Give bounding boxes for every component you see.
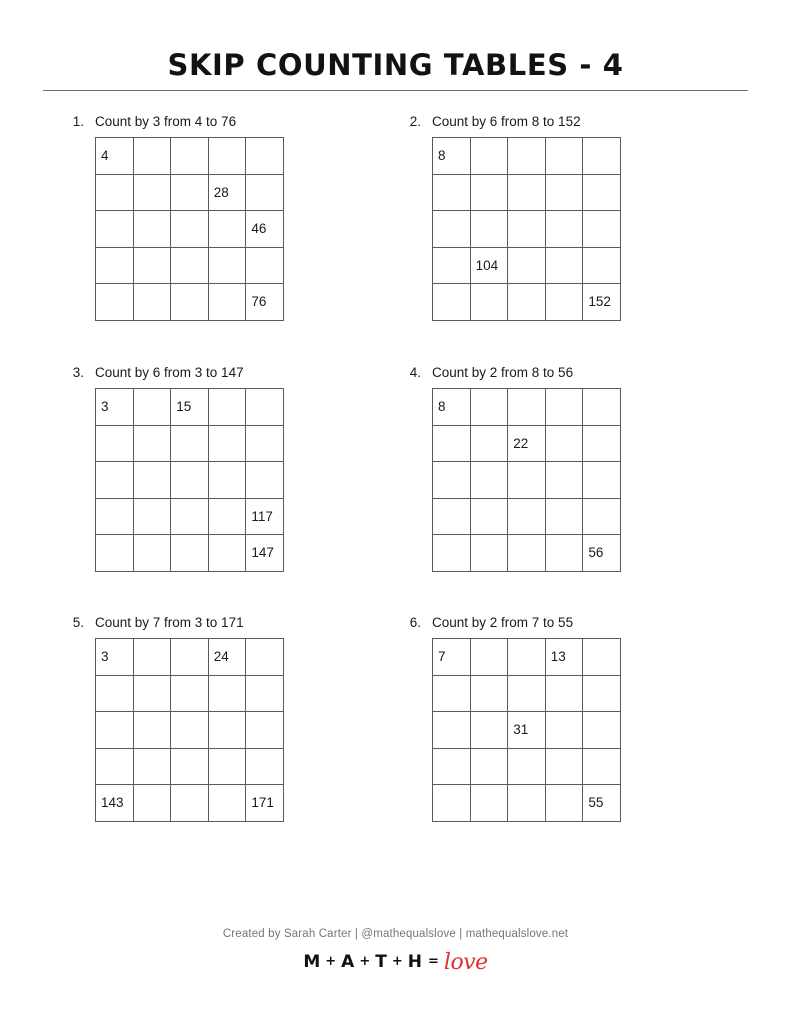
grid-row xyxy=(96,389,284,426)
grid-cell-blank[interactable] xyxy=(583,389,621,426)
grid-cell-blank[interactable] xyxy=(134,749,172,786)
grid-row xyxy=(433,284,621,321)
grid-cell-filled[interactable]: 104 xyxy=(471,248,509,285)
grid-cell-blank[interactable] xyxy=(471,284,509,321)
grid-cell-filled[interactable]: 4 xyxy=(96,138,134,175)
grid-cell-filled[interactable]: 46 xyxy=(246,211,284,248)
grid-cell-blank[interactable] xyxy=(433,676,471,713)
grid-cell-blank[interactable] xyxy=(96,676,134,713)
grid-cell-blank[interactable] xyxy=(171,639,209,676)
grid-cell-blank[interactable] xyxy=(134,499,172,536)
logo-love-word: love xyxy=(443,950,488,975)
grid-cell-blank[interactable] xyxy=(583,639,621,676)
grid-row xyxy=(433,749,621,786)
grid-cell-blank[interactable] xyxy=(433,462,471,499)
grid-cell-blank[interactable] xyxy=(134,175,172,212)
grid-cell-blank[interactable] xyxy=(546,426,584,463)
grid-cell-blank[interactable] xyxy=(209,389,247,426)
title-container xyxy=(43,48,748,82)
grid-cell-blank[interactable] xyxy=(471,138,509,175)
problem-prompt: Count by 7 from 3 to 171 xyxy=(95,615,244,630)
grid-row xyxy=(433,676,621,713)
grid-cell-blank[interactable] xyxy=(209,749,247,786)
grid-cell-blank[interactable] xyxy=(246,248,284,285)
grid-row xyxy=(433,462,621,499)
grid-cell-blank[interactable] xyxy=(171,749,209,786)
grid-cell-blank[interactable] xyxy=(508,785,546,822)
grid-cell-blank[interactable] xyxy=(583,462,621,499)
logo-plus-2: + xyxy=(359,954,371,969)
grid-cell-blank[interactable] xyxy=(209,284,247,321)
grid-cell-blank[interactable] xyxy=(433,712,471,749)
grid-row xyxy=(96,676,284,713)
problem-number: 3. xyxy=(72,365,84,380)
grid-cell-blank[interactable] xyxy=(471,211,509,248)
skip-counting-grid xyxy=(432,388,621,572)
grid-row xyxy=(433,138,621,175)
grid-cell-blank[interactable] xyxy=(171,499,209,536)
grid-cell-blank[interactable] xyxy=(433,785,471,822)
grid-row xyxy=(96,175,284,212)
grid-row xyxy=(96,785,284,822)
grid-cell-blank[interactable] xyxy=(471,712,509,749)
problem-number: 6. xyxy=(409,615,421,630)
grid-row xyxy=(433,175,621,212)
grid-cell-blank[interactable] xyxy=(433,175,471,212)
logo-letter-m: M xyxy=(303,952,321,972)
grid-cell-filled[interactable]: 24 xyxy=(209,639,247,676)
grid-cell-blank[interactable] xyxy=(508,749,546,786)
grid-cell-blank[interactable] xyxy=(546,389,584,426)
grid-cell-blank[interactable] xyxy=(171,676,209,713)
problem-prompt: Count by 2 from 8 to 56 xyxy=(432,365,574,380)
logo-letter-h: H xyxy=(407,952,422,972)
grid-cell-blank[interactable] xyxy=(583,138,621,175)
grid-cell-blank[interactable] xyxy=(583,712,621,749)
grid-row xyxy=(433,426,621,463)
grid-cell-blank[interactable] xyxy=(433,211,471,248)
grid-cell-blank[interactable] xyxy=(171,175,209,212)
grid-cell-blank[interactable] xyxy=(171,462,209,499)
grid-row xyxy=(433,535,621,572)
grid-cell-filled[interactable]: 55 xyxy=(583,785,621,822)
grid-cell-blank[interactable] xyxy=(246,712,284,749)
grid-cell-blank[interactable] xyxy=(471,426,509,463)
grid-row xyxy=(433,389,621,426)
grid-cell-blank[interactable] xyxy=(546,284,584,321)
grid-cell-blank[interactable] xyxy=(433,426,471,463)
grid-cell-filled[interactable]: 22 xyxy=(508,426,546,463)
grid-cell-blank[interactable] xyxy=(471,389,509,426)
grid-cell-blank[interactable] xyxy=(471,785,509,822)
grid-row xyxy=(96,639,284,676)
grid-cell-filled[interactable]: 31 xyxy=(508,712,546,749)
grid-cell-blank[interactable] xyxy=(134,676,172,713)
grid-cell-blank[interactable] xyxy=(583,676,621,713)
grid-cell-blank[interactable] xyxy=(583,426,621,463)
grid-cell-blank[interactable] xyxy=(134,426,172,463)
grid-cell-blank[interactable] xyxy=(96,535,134,572)
grid-cell-filled[interactable]: 15 xyxy=(171,389,209,426)
page-title: SKIP COUNTING TABLES - 4 xyxy=(167,48,624,82)
grid-cell-blank[interactable] xyxy=(209,785,247,822)
grid-cell-blank[interactable] xyxy=(546,676,584,713)
grid-cell-filled[interactable]: 76 xyxy=(246,284,284,321)
grid-row xyxy=(96,499,284,536)
grid-cell-blank[interactable] xyxy=(508,389,546,426)
grid-row xyxy=(96,426,284,463)
grid-row xyxy=(433,639,621,676)
grid-cell-filled[interactable]: 13 xyxy=(546,639,584,676)
footer-credit: Created by Sarah Carter | @mathequalslove | mathequalslove.net xyxy=(222,928,569,940)
grid-cell-blank[interactable] xyxy=(134,712,172,749)
grid-cell-blank[interactable] xyxy=(209,462,247,499)
problem-number: 4. xyxy=(409,365,421,380)
grid-cell-blank[interactable] xyxy=(508,211,546,248)
grid-cell-blank[interactable] xyxy=(246,175,284,212)
grid-cell-blank[interactable] xyxy=(246,138,284,175)
grid-cell-blank[interactable] xyxy=(209,426,247,463)
grid-cell-blank[interactable] xyxy=(508,462,546,499)
footer xyxy=(0,926,791,975)
grid-cell-blank[interactable] xyxy=(134,211,172,248)
grid-cell-blank[interactable] xyxy=(96,712,134,749)
grid-cell-blank[interactable] xyxy=(546,462,584,499)
grid-cell-blank[interactable] xyxy=(471,749,509,786)
grid-cell-blank[interactable] xyxy=(583,211,621,248)
grid-cell-filled[interactable]: 28 xyxy=(209,175,247,212)
grid-cell-filled[interactable]: 152 xyxy=(583,284,621,321)
grid-cell-blank[interactable] xyxy=(508,284,546,321)
grid-cell-blank[interactable] xyxy=(171,248,209,285)
grid-cell-blank[interactable] xyxy=(134,535,172,572)
logo-plus-1: + xyxy=(325,954,337,969)
grid-cell-blank[interactable] xyxy=(96,499,134,536)
grid-cell-blank[interactable] xyxy=(583,175,621,212)
grid-cell-blank[interactable] xyxy=(96,284,134,321)
grid-cell-filled[interactable]: 143 xyxy=(96,785,134,822)
problem-number: 1. xyxy=(72,114,84,129)
grid-cell-blank[interactable] xyxy=(433,284,471,321)
grid-cell-blank[interactable] xyxy=(134,248,172,285)
grid-cell-blank[interactable] xyxy=(433,535,471,572)
grid-cell-blank[interactable] xyxy=(471,462,509,499)
grid-cell-filled[interactable]: 3 xyxy=(96,639,134,676)
grid-cell-filled[interactable]: 171 xyxy=(246,785,284,822)
problem-prompt: Count by 6 from 8 to 152 xyxy=(432,114,581,129)
grid-cell-blank[interactable] xyxy=(546,248,584,285)
problem-number: 5. xyxy=(72,615,84,630)
grid-cell-blank[interactable] xyxy=(96,426,134,463)
grid-cell-filled[interactable]: 8 xyxy=(433,138,471,175)
grid-cell-blank[interactable] xyxy=(134,785,172,822)
grid-row xyxy=(433,211,621,248)
grid-cell-blank[interactable] xyxy=(471,535,509,572)
grid-cell-blank[interactable] xyxy=(471,175,509,212)
grid-row xyxy=(433,712,621,749)
grid-cell-blank[interactable] xyxy=(171,211,209,248)
grid-cell-blank[interactable] xyxy=(96,749,134,786)
grid-cell-blank[interactable] xyxy=(246,676,284,713)
grid-row xyxy=(96,211,284,248)
grid-cell-blank[interactable] xyxy=(209,676,247,713)
skip-counting-grid xyxy=(432,137,621,321)
logo-letter-t: T xyxy=(375,952,387,972)
grid-cell-blank[interactable] xyxy=(171,284,209,321)
grid-cell-blank[interactable] xyxy=(508,248,546,285)
grid-cell-blank[interactable] xyxy=(508,175,546,212)
grid-row xyxy=(96,462,284,499)
grid-cell-blank[interactable] xyxy=(96,248,134,285)
grid-cell-blank[interactable] xyxy=(209,712,247,749)
skip-counting-grid xyxy=(95,638,284,822)
grid-cell-blank[interactable] xyxy=(583,248,621,285)
grid-cell-blank[interactable] xyxy=(246,426,284,463)
grid-cell-blank[interactable] xyxy=(171,426,209,463)
grid-cell-blank[interactable] xyxy=(209,138,247,175)
grid-cell-filled[interactable]: 147 xyxy=(246,535,284,572)
grid-cell-blank[interactable] xyxy=(546,175,584,212)
grid-row xyxy=(433,248,621,285)
grid-cell-blank[interactable] xyxy=(546,138,584,175)
grid-cell-blank[interactable] xyxy=(209,535,247,572)
problem-prompt: Count by 3 from 4 to 76 xyxy=(95,114,237,129)
grid-cell-blank[interactable] xyxy=(433,499,471,536)
grid-cell-blank[interactable] xyxy=(508,138,546,175)
grid-cell-blank[interactable] xyxy=(96,462,134,499)
skip-counting-grid xyxy=(95,137,284,321)
grid-cell-blank[interactable] xyxy=(471,499,509,536)
grid-cell-blank[interactable] xyxy=(508,676,546,713)
grid-cell-blank[interactable] xyxy=(134,639,172,676)
grid-row xyxy=(96,712,284,749)
grid-cell-blank[interactable] xyxy=(96,211,134,248)
grid-cell-blank[interactable] xyxy=(246,389,284,426)
grid-cell-blank[interactable] xyxy=(546,785,584,822)
grid-cell-blank[interactable] xyxy=(583,499,621,536)
title-divider xyxy=(43,90,748,91)
grid-cell-blank[interactable] xyxy=(433,248,471,285)
grid-cell-blank[interactable] xyxy=(134,462,172,499)
grid-row xyxy=(96,138,284,175)
grid-cell-blank[interactable] xyxy=(246,639,284,676)
logo-equals: = xyxy=(428,954,439,969)
grid-cell-blank[interactable] xyxy=(546,749,584,786)
grid-cell-blank[interactable] xyxy=(134,138,172,175)
grid-cell-filled[interactable]: 7 xyxy=(433,639,471,676)
grid-row xyxy=(433,785,621,822)
logo-letter-a: A xyxy=(341,952,355,972)
grid-row xyxy=(96,749,284,786)
grid-cell-blank[interactable] xyxy=(508,499,546,536)
grid-cell-filled[interactable]: 56 xyxy=(583,535,621,572)
grid-cell-blank[interactable] xyxy=(508,639,546,676)
grid-cell-blank[interactable] xyxy=(546,712,584,749)
grid-cell-blank[interactable] xyxy=(471,676,509,713)
grid-cell-blank[interactable] xyxy=(209,211,247,248)
grid-cell-filled[interactable]: 8 xyxy=(433,389,471,426)
grid-cell-blank[interactable] xyxy=(209,499,247,536)
grid-cell-blank[interactable] xyxy=(171,712,209,749)
grid-cell-blank[interactable] xyxy=(171,785,209,822)
grid-cell-blank[interactable] xyxy=(209,248,247,285)
grid-cell-blank[interactable] xyxy=(433,749,471,786)
grid-cell-blank[interactable] xyxy=(546,499,584,536)
grid-cell-blank[interactable] xyxy=(508,535,546,572)
grid-cell-blank[interactable] xyxy=(171,138,209,175)
grid-cell-blank[interactable] xyxy=(246,749,284,786)
grid-cell-filled[interactable]: 3 xyxy=(96,389,134,426)
grid-cell-blank[interactable] xyxy=(246,462,284,499)
grid-row xyxy=(96,248,284,285)
grid-cell-blank[interactable] xyxy=(171,535,209,572)
grid-cell-blank[interactable] xyxy=(471,639,509,676)
grid-cell-blank[interactable] xyxy=(134,389,172,426)
grid-cell-blank[interactable] xyxy=(546,211,584,248)
grid-cell-blank[interactable] xyxy=(583,749,621,786)
problem-number: 2. xyxy=(409,114,421,129)
problem-prompt: Count by 2 from 7 to 55 xyxy=(432,615,574,630)
footer-logo xyxy=(0,949,791,975)
skip-counting-grid xyxy=(432,638,621,822)
problem-prompt: Count by 6 from 3 to 147 xyxy=(95,365,244,380)
grid-cell-blank[interactable] xyxy=(546,535,584,572)
grid-cell-blank[interactable] xyxy=(96,175,134,212)
grid-row xyxy=(96,284,284,321)
grid-cell-filled[interactable]: 117 xyxy=(246,499,284,536)
grid-row xyxy=(433,499,621,536)
skip-counting-grid xyxy=(95,388,284,572)
grid-row xyxy=(96,535,284,572)
logo-plus-3: + xyxy=(391,954,403,969)
grid-cell-blank[interactable] xyxy=(134,284,172,321)
